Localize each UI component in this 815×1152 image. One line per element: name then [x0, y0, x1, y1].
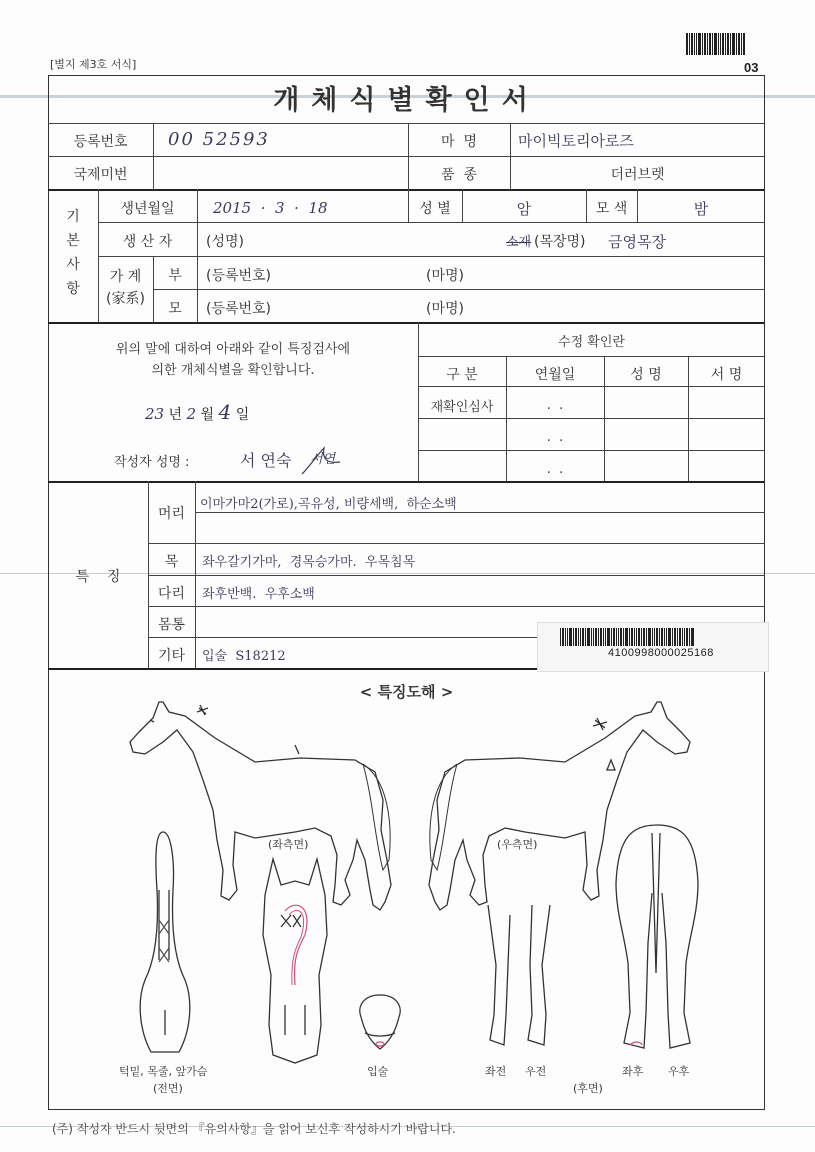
- dam-label: 모: [168, 301, 182, 317]
- dam-registration-hint: (등록번호): [206, 301, 272, 317]
- left-side-caption: (좌측면): [268, 838, 309, 851]
- front-right-caption: 우전: [525, 1065, 547, 1078]
- pedigree-label: 가 계 (家系): [106, 269, 145, 307]
- birth-date-value[interactable]: 2015 · 3 · 18: [213, 199, 328, 217]
- confirmation-statement-line1: 위의 말에 대하여 아래와 같이 특징검사에: [115, 342, 351, 357]
- revision-row-1-date[interactable]: . .: [546, 398, 564, 413]
- front-view-sub-caption: 턱밑, 목줄, 앞가슴: [119, 1065, 208, 1078]
- feature-head-value[interactable]: 이마가마2(가로),곡유성, 비량세백, 하순소백: [200, 497, 457, 512]
- sex-label: 성 별: [419, 201, 451, 217]
- producer-farm-value[interactable]: 금영목장: [608, 233, 666, 251]
- header-barcode: [686, 33, 746, 55]
- right-side-caption: (우측면): [497, 838, 538, 851]
- front-view-caption: (전면): [153, 1082, 183, 1095]
- coat-color-value[interactable]: 밤: [693, 200, 709, 218]
- features-section-label: 특 징: [75, 569, 121, 585]
- rear-view-caption: (후면): [573, 1082, 603, 1095]
- feature-body-label: 몸통: [157, 617, 186, 633]
- dam-name-hint: (마명): [426, 301, 464, 317]
- horse-name-value[interactable]: 마이빅토리아로즈: [518, 132, 634, 150]
- producer-location-struck: 소재: [506, 235, 532, 250]
- revision-col-signature: 서 명: [710, 367, 743, 383]
- author-name-value[interactable]: 서 연숙: [240, 451, 292, 470]
- revision-row-3-date[interactable]: . .: [546, 462, 564, 477]
- diagram-title: < 특징도해 >: [359, 683, 454, 701]
- signature-stroke: [300, 446, 350, 476]
- sire-label: 부: [168, 268, 182, 284]
- sire-name-hint: (마명): [426, 268, 464, 284]
- confirmation-statement-line2: 의한 개체식별을 확인합니다.: [151, 363, 315, 378]
- date-year[interactable]: 23: [145, 405, 165, 423]
- revision-row-2-date[interactable]: . .: [546, 430, 564, 445]
- breed-value: 더러브렛: [610, 167, 665, 183]
- birth-date-label: 생년월일: [120, 201, 175, 217]
- revision-row-1-type: 재확인심사: [430, 400, 494, 415]
- front-view-chest-diagram: [135, 830, 195, 1060]
- basic-info-section-label: 기 본 사 항: [66, 209, 80, 297]
- confirmation-date: 23 년 2 월 4 일: [145, 400, 250, 424]
- rear-view-diagram: [612, 823, 702, 1058]
- author-label: 작성자 성명 :: [114, 455, 190, 470]
- front-legs-diagram: [480, 905, 560, 1055]
- head-front-diagram: [255, 855, 335, 1065]
- sex-value[interactable]: 암: [516, 200, 532, 218]
- international-number-label: 국제미번: [73, 167, 128, 183]
- producer-farm-hint: (목장명): [534, 234, 586, 250]
- date-day[interactable]: 4: [218, 400, 232, 424]
- feature-neck-value[interactable]: 좌우갈기가마, 경목승가마. 우목침목: [202, 555, 416, 570]
- feature-neck-label: 목: [164, 554, 179, 570]
- coat-color-label: 모 색: [595, 201, 628, 217]
- revision-col-name: 성 명: [630, 367, 662, 383]
- horse-name-label: 마 명: [441, 134, 477, 150]
- feature-legs-label: 다리: [157, 586, 186, 602]
- sire-registration-hint: (등록번호): [206, 268, 272, 284]
- hind-right-caption: 우후: [668, 1065, 690, 1078]
- revision-table-title: 수정 확인란: [558, 335, 625, 350]
- front-left-caption: 좌전: [485, 1065, 507, 1078]
- date-month[interactable]: 2: [186, 405, 197, 423]
- feature-other-value[interactable]: 입술 S18212: [202, 649, 286, 664]
- sticker-barcode-number: 4100998000025168: [608, 647, 714, 659]
- breed-label: 품 종: [441, 167, 477, 183]
- revision-col-date: 연월일: [534, 367, 576, 383]
- author-signature[interactable]: 서연: [310, 452, 336, 467]
- footer-note: (주) 작성자 반드시 뒷면의 『유의사항』을 읽어 보신후 작성하시기 바랍니다.: [52, 1122, 456, 1136]
- feature-other-label: 기타: [157, 648, 186, 664]
- producer-label: 생 산 자: [122, 234, 173, 250]
- hind-left-caption: 좌후: [622, 1065, 644, 1078]
- revision-col-type: 구 분: [446, 367, 478, 383]
- form-reference: [별지 제3호 서식]: [50, 58, 137, 71]
- feature-head-label: 머리: [157, 506, 186, 522]
- producer-name-hint: (성명): [206, 234, 244, 250]
- registration-number-value[interactable]: 00 52593: [168, 129, 270, 150]
- lips-diagram: [355, 993, 405, 1053]
- lips-caption: 입술: [367, 1065, 389, 1078]
- document-title: 개체식별확인서: [273, 85, 540, 116]
- sticker-barcode: [560, 628, 695, 646]
- feature-legs-value[interactable]: 좌후반백. 우후소백: [202, 587, 315, 602]
- barcode-sticker: [537, 622, 769, 672]
- page-number: 03: [744, 60, 759, 75]
- registration-number-label: 등록번호: [73, 134, 128, 150]
